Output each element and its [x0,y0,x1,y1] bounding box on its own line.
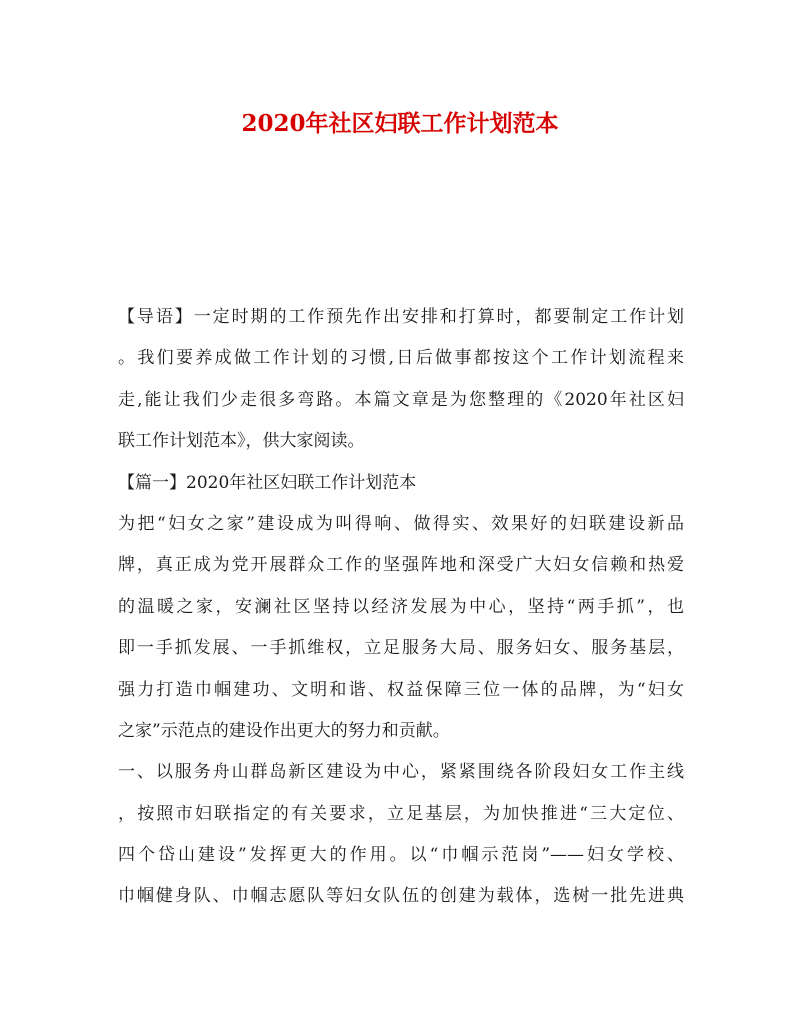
document-title: 2020年社区妇联工作计划范本 [241,110,559,137]
paragraph-line: 【篇一】2020年社区妇联工作计划范本 [118,472,417,493]
paragraph-line: 为把“妇女之家”建设成为叫得响、做得实、效果好的妇联建设新品 [118,513,684,534]
paragraph-line: 牌，真正成为党开展群众工作的坚强阵地和深受广大妇女信赖和热爱 [118,555,684,576]
paragraph-line: 一、以服务舟山群岛新区建设为中心，紧紧围绕各阶段妇女工作主线 [118,762,684,783]
paragraph-line: 走,能让我们少走很多弯路。本篇文章是为您整理的《2020年社区妇 [118,389,684,410]
paragraph-line: 。我们要养成做工作计划的习惯,日后做事都按这个工作计划流程来 [118,348,684,369]
paragraph-line: ，按照市妇联指定的有关要求，立足基层，为加快推进“三大定位、 [118,803,684,824]
paragraph-line: 的温暖之家，安澜社区坚持以经济发展为中心，坚持“两手抓”，也 [118,596,684,617]
paragraph-line: 即一手抓发展、一手抓维权，立足服务大局、服务妇女、服务基层， [118,638,684,659]
paragraph-line: 【导语】一定时期的工作预先作出安排和打算时，都要制定工作计划 [118,307,684,327]
paragraph-line: 之家”示范点的建设作出更大的努力和贡献。 [118,720,450,741]
paragraph-line: 四个岱山建设”发挥更大的作用。以“巾帼示范岗”——妇女学校、 [118,845,684,866]
paragraph-line: 联工作计划范本》，供大家阅读。 [118,431,365,452]
paragraph-line: 强力打造巾帼建功、文明和谐、权益保障三位一体的品牌，为“妇女 [118,679,684,700]
paragraph-line: 巾帼健身队、巾帼志愿队等妇女队伍的创建为载体，选树一批先进典 [118,886,684,907]
document-body [118,297,684,918]
